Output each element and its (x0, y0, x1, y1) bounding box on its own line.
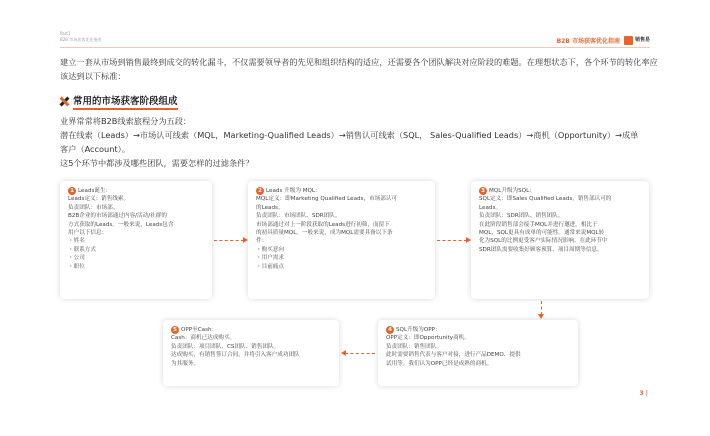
header-part: Part1 (60, 31, 71, 36)
card-line: 件： (256, 238, 268, 245)
cross-icon (60, 97, 69, 106)
card-line: MQL定义：即Marketing Qualified Leads，市场部认可 (256, 196, 398, 203)
section-body (60, 114, 660, 170)
logo-text: 销售易 (634, 37, 650, 43)
stage-card-cash (163, 320, 339, 386)
card-title-row (386, 326, 570, 334)
logo (624, 36, 650, 45)
card-line: SDR团队需要收集好顾客预算、项目周期等信息。 (479, 246, 603, 253)
logo-icon (624, 36, 633, 45)
card-line: 化为SQL的比例更受客户实际情况影响。在此环节中 (479, 238, 608, 245)
header-divider (60, 47, 650, 48)
header-brand (557, 36, 650, 45)
arrow-right-icon (437, 240, 467, 241)
card-line: ・公司 (68, 255, 85, 262)
card-line: OPP定义：即Opportunity商机。 (386, 335, 470, 342)
stage-card-opp (378, 320, 578, 386)
header-title: B2B 市场获客优化指南 (556, 38, 620, 45)
stage-card-sql (471, 181, 649, 299)
body-line: 客户（Account）。 (60, 144, 130, 154)
card-line: 负责团队：SDR团队、销售团队。 (479, 213, 564, 220)
card-line: 负责团队：市场部。 (68, 204, 119, 211)
header-meta (60, 31, 101, 43)
card-line: 在此阶段销售部会接手MQL并进行邀进。相比于 (479, 221, 598, 228)
step-number-badge: 2 (256, 187, 264, 195)
card-line: Cash：商机已达成购买。 (171, 335, 236, 342)
page-number: 3 | (639, 390, 648, 397)
card-line: SQL定义：即Sales Qualified Leads，销售部认可的 (479, 196, 612, 203)
card-line: 市场部通过对上一阶段获取的Leads进行初筛，而留下 (256, 221, 390, 228)
step-number-badge: 4 (386, 326, 394, 334)
card-title-row (479, 187, 641, 195)
card-line: Leads。 (479, 204, 501, 211)
card-line: 的Leads。 (256, 204, 284, 211)
card-line: ・目前痛点 (256, 263, 284, 270)
card-title-row (68, 187, 204, 195)
card-title: Leads诞生： (78, 188, 112, 194)
stage-card-mql (248, 181, 435, 299)
intro-paragraph: 建立一套从市场到销售最终到成交的转化漏斗，不仅需要领导者的先见和组织结构的适应，还需要各个团队解决对应阶段的难题。在理想状态下，各个环节的转化率应该达到以下标准： (60, 57, 658, 81)
card-line: ・职位 (68, 263, 85, 270)
card-title: MQL升级为SQL： (489, 188, 535, 194)
card-line: 负责团队：项目团队、CS团队、销售团队。 (171, 343, 280, 350)
card-line: ・购买意向 (256, 246, 284, 253)
card-title-row (256, 187, 427, 195)
card-title: SQL升级为OPP： (396, 327, 441, 333)
card-line: B2B企业的市场部通过内容/活动/社群的 (68, 213, 167, 220)
card-line: Leads定义：销售线索。 (68, 196, 130, 203)
body-line: 业界常常将B2B线索旅程分为五段： (60, 116, 192, 126)
card-line: MQL，SQL更具有成单的可能性。通常来说MQL转 (479, 230, 605, 237)
card-line: 负责团队：市场团队、SDR团队。 (256, 213, 341, 220)
card-title-row (171, 326, 331, 334)
card-line: 此时需要销售代表与客户对接，进行产品DEMO、提供 (386, 352, 521, 359)
card-line: 为其服务。 (171, 360, 199, 367)
card-line: 试用等。我们认为OPP已经是成熟的商机。 (386, 360, 493, 367)
card-line: 用户以下信息： (68, 230, 108, 237)
step-number-badge: 1 (68, 187, 76, 195)
card-line: ・联系方式 (68, 246, 96, 253)
card-line: ・用户需求 (256, 255, 284, 262)
card-line: 负责团队：销售团队。 (386, 343, 442, 350)
arrow-down-icon (541, 301, 542, 315)
step-number-badge: 3 (479, 187, 487, 195)
header-subtitle: B2B 市场获客优化指南 (60, 37, 102, 42)
arrow-left-icon (345, 353, 375, 354)
card-title: OPP至Cash： (181, 327, 218, 333)
card-line: 的初具质量MQL。一般来说，成为MQL需要具备以下条 (256, 230, 393, 237)
card-line: 达成购买，有销售签订合同，并将引入客户成功团队 (171, 352, 300, 359)
card-title: Leads 升级为 MQL： (266, 188, 321, 194)
section-heading (60, 93, 178, 110)
arrow-right-icon (214, 240, 244, 241)
step-number-badge: 5 (171, 326, 179, 334)
card-line: 方式获取的Leads。一般来说，Leads包含 (68, 221, 174, 228)
body-line: 潜在线索（Leads）→市场认可线索（MQL，Marketing-Qualified Leads）→销售认可线索（SQL， Sales-Qualified Leads）→商机（Opportunity）→成单 (60, 130, 639, 140)
card-line: ・姓名 (68, 238, 85, 245)
body-line: 这5个环节中都涉及哪些团队，需要怎样的过滤条件？ (60, 158, 254, 168)
stage-card-leads (60, 181, 212, 299)
section-title: 常用的市场获客阶段组成 (73, 93, 178, 110)
